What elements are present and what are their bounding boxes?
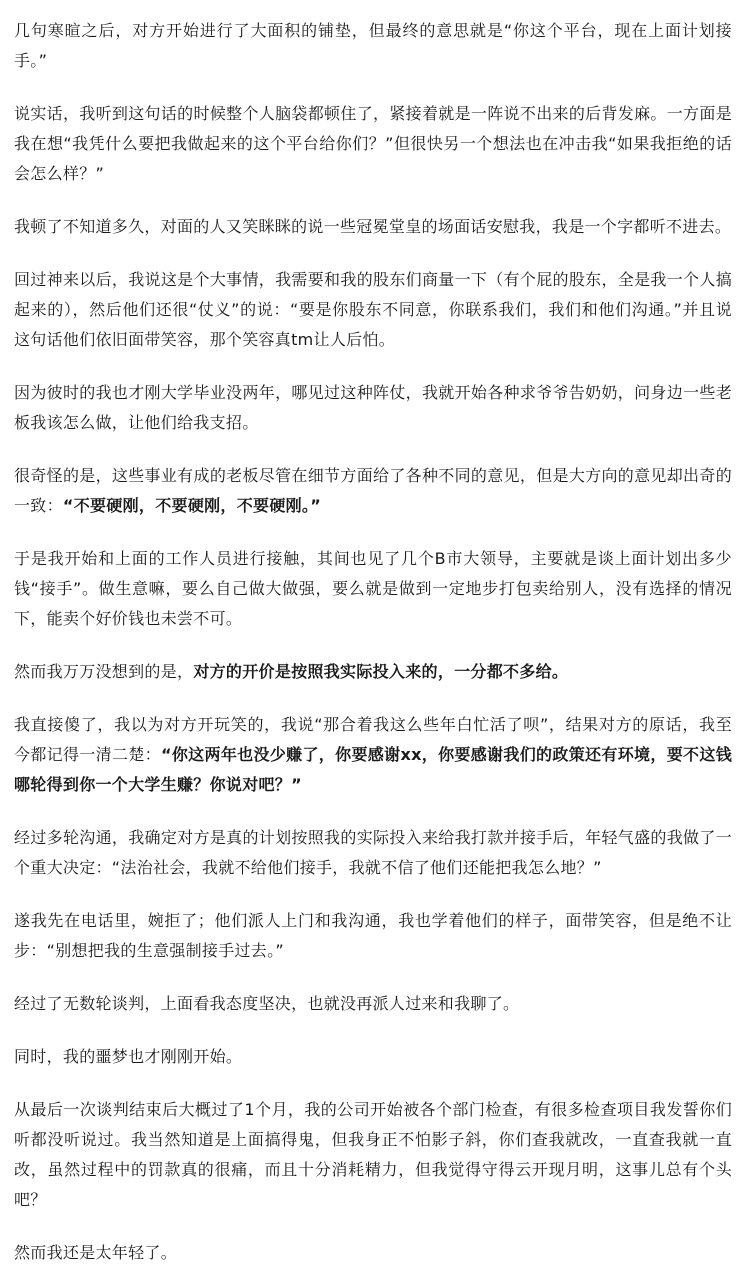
emphasized-text: “不要硬刚，不要硬刚，不要硬刚。” bbox=[62, 496, 322, 515]
paragraph bbox=[14, 212, 732, 242]
paragraph bbox=[14, 710, 732, 800]
text-run: 然而我还是太年轻了。 bbox=[14, 1243, 178, 1262]
text-run: 遂我先在电话里，婉拒了；他们派人上门和我沟通，我也学着他们的样子，面带笑容，但是绝不让步：“别想把我的生意强制接手过去。” bbox=[14, 911, 732, 960]
text-run: 经过了无数轮谈判，上面看我态度坚决，也就没再派人过来和我聊了。 bbox=[14, 994, 520, 1013]
paragraph bbox=[14, 265, 732, 355]
paragraph bbox=[14, 378, 732, 438]
text-run: 我顿了不知道多久，对面的人又笑眯眯的说一些冠冕堂皇的场面话安慰我，我是一个字都听不进去。 bbox=[14, 217, 732, 236]
paragraph bbox=[14, 1095, 732, 1215]
paragraph bbox=[14, 544, 732, 634]
paragraph bbox=[14, 1238, 732, 1268]
text-run: 很奇怪的是，这些事业有成的老板尽管在细节方面给了各种不同的意见，但是大方向的意见却出奇的一致： bbox=[14, 466, 732, 515]
text-run: 说实话，我听到这句话的时候整个人脑袋都顿住了，紧接着就是一阵说不出来的后背发麻。一方面是我在想“我凭什么要把我做起来的这个平台给你们？”但很快另一个想法也在冲击我“如果我拒绝的话会怎么样？” bbox=[14, 104, 732, 183]
emphasized-text: “你这两年也没少赚了，你要感谢xx，你要感谢我们的政策还有环境，要不这钱哪轮得到你一个大学生赚？你说对吧？” bbox=[14, 745, 732, 794]
paragraph bbox=[14, 1042, 732, 1072]
text-run: 从最后一次谈判结束后大概过了1个月，我的公司开始被各个部门检查，有很多检查项目我发誓你们听都没听说过。我当然知道是上面搞得鬼，但我身正不怕影子斜，你们查我就改，一直查我就一直改，虽然过程中的罚款真的很痛，而且十分消耗精力，但我觉得守得云开现月明，这事儿总有个头吧？ bbox=[14, 1100, 732, 1209]
text-run: 然而我万万没想到的是， bbox=[14, 662, 194, 681]
text-run: 因为彼时的我也才刚大学毕业没两年，哪见过这种阵仗，我就开始各种求爷爷告奶奶，问身边一些老板我该怎么做，让他们给我支招。 bbox=[14, 383, 732, 432]
text-run: 同时，我的噩梦也才刚刚开始。 bbox=[14, 1047, 243, 1066]
paragraph bbox=[14, 461, 732, 521]
paragraph bbox=[14, 99, 732, 189]
paragraph bbox=[14, 989, 732, 1019]
text-run: 几句寒暄之后，对方开始进行了大面积的铺垫，但最终的意思就是“你这个平台，现在上面计划接手。” bbox=[14, 21, 732, 70]
paragraph bbox=[14, 657, 732, 687]
text-run: 于是我开始和上面的工作人员进行接触，其间也见了几个B市大领导，主要就是谈上面计划出多少钱“接手”。做生意嘛，要么自己做大做强，要么就是做到一定地步打包卖给别人，没有选择的情况下，能卖个好价钱也未尝不可。 bbox=[14, 549, 732, 628]
paragraph bbox=[14, 906, 732, 966]
emphasized-text: 对方的开价是按照我实际投入来的，一分都不多给。 bbox=[193, 662, 569, 681]
paragraph bbox=[14, 16, 732, 76]
text-run: 经过多轮沟通，我确定对方是真的计划按照我的实际投入来给我打款并接手后，年轻气盛的我做了一个重大决定：“法治社会，我就不给他们接手，我就不信了他们还能把我怎么地？” bbox=[14, 828, 732, 877]
text-run: 回过神来以后，我说这是个大事情，我需要和我的股东们商量一下（有个屁的股东，全是我一个人搞起来的），然后他们还很“仗义”的说：“要是你股东不同意，你联系我们，我们和他们沟通。”并且说这句话他们依旧面带笑容，那个笑容真tm让人后怕。 bbox=[14, 270, 732, 349]
paragraph bbox=[14, 823, 732, 883]
text-run: 我直接傻了，我以为对方开玩笑的，我说“那合着我这么些年白忙活了呗”，结果对方的原话，我至今都记得一清二楚： bbox=[14, 715, 732, 764]
